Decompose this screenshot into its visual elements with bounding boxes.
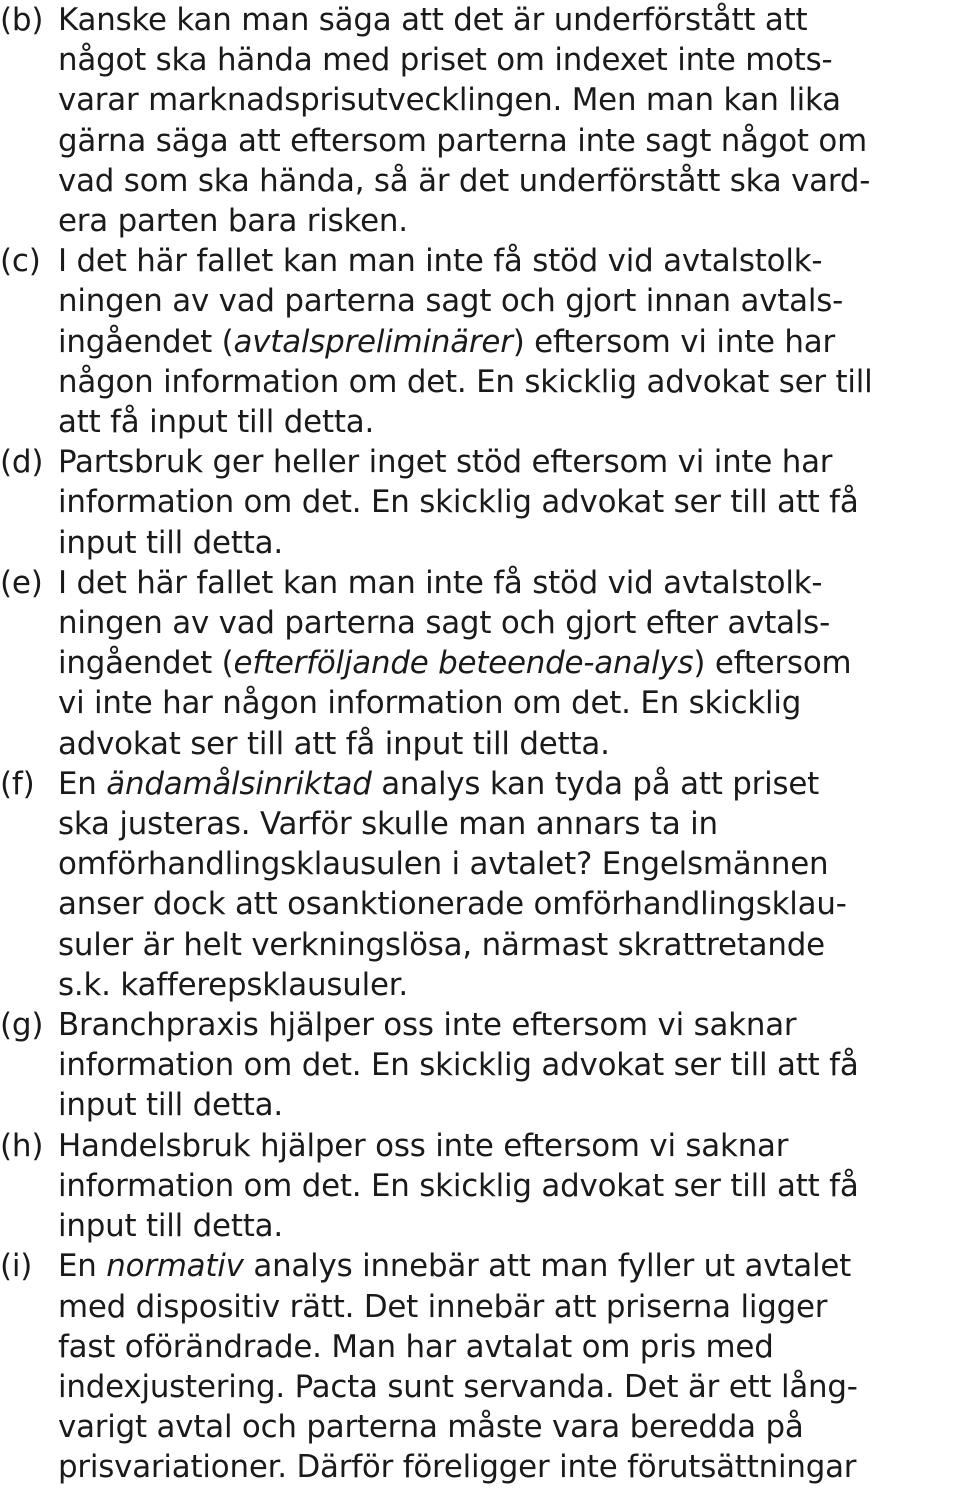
- text-line: [58, 1206, 956, 1246]
- text-line: [58, 844, 956, 884]
- text-segment: någon information om det. En skicklig advokat ser till: [58, 363, 873, 400]
- text-line: [58, 523, 956, 563]
- text-line: [58, 1005, 956, 1045]
- text-segment: I det här fallet kan man inte få stöd vid avtalstolk-: [58, 564, 823, 601]
- text-segment: ) eftersom vi inte har: [512, 323, 835, 360]
- text-segment: s.k. kafferepsklausuler.: [58, 966, 409, 1003]
- text-segment: suler är helt verkningslösa, närmast skrattretande: [58, 926, 825, 963]
- text-line: [58, 482, 956, 522]
- text-line: [58, 1126, 956, 1166]
- list-item-label: (c): [0, 243, 41, 280]
- text-segment: ingåendet (: [58, 645, 234, 682]
- text-line: [58, 80, 956, 120]
- text-segment: gärna säga att eftersom parterna inte sagt något om: [58, 122, 867, 159]
- text-line: [58, 161, 956, 201]
- text-segment: Handelsbruk hjälper oss inte eftersom vi saknar: [58, 1127, 789, 1164]
- text-line: [58, 201, 956, 241]
- text-line: [58, 1367, 956, 1407]
- text-segment: prisvariationer. Därför föreligger inte förutsättningar: [58, 1449, 857, 1486]
- emphasized-term: avtalspreliminärer: [233, 323, 513, 360]
- text-segment: input till detta.: [58, 524, 283, 561]
- text-line: [58, 884, 956, 924]
- text-line: [58, 603, 956, 643]
- text-line: [58, 0, 956, 40]
- text-segment: era parten bara risken.: [58, 203, 408, 240]
- text-segment: indexjustering. Pacta sunt servanda. Det är ett lång-: [58, 1368, 858, 1405]
- text-line: [58, 724, 956, 764]
- text-segment: anser dock att osanktionerade omförhandlingsklau-: [58, 886, 847, 923]
- text-line: [58, 683, 956, 723]
- text-segment: att få input till detta.: [58, 404, 375, 441]
- text-segment: En: [58, 765, 107, 802]
- text-line: [58, 925, 956, 965]
- list-item-label: (f): [0, 765, 35, 802]
- text-segment: analys innebär att man fyller ut avtalet: [243, 1248, 852, 1285]
- text-line: [58, 1085, 956, 1125]
- text-segment: varigt avtal och parterna måste vara beredda på: [58, 1409, 804, 1446]
- text-segment: ingåendet (: [58, 323, 234, 360]
- list-item: [0, 1246, 960, 1487]
- list-item-label: (d): [0, 444, 44, 481]
- list-item: [0, 241, 960, 442]
- text-line: [58, 281, 956, 321]
- text-segment: information om det. En skicklig advokat ser till att få: [58, 484, 859, 521]
- text-segment: ningen av vad parterna sagt och gjort efter avtals-: [58, 605, 831, 642]
- text-line: [58, 1246, 956, 1286]
- text-segment: Partsbruk ger heller inget stöd eftersom vi inte har: [58, 444, 833, 481]
- text-segment: vi inte har någon information om det. En skicklig: [58, 685, 802, 722]
- text-segment: input till detta.: [58, 1208, 283, 1245]
- text-segment: En: [58, 1248, 107, 1285]
- list-item: [0, 764, 960, 1005]
- list-item-label: (g): [0, 1007, 44, 1044]
- text-line: [58, 965, 956, 1005]
- text-line: [58, 402, 956, 442]
- text-line: [58, 1447, 956, 1487]
- text-segment: advokat ser till att få input till detta.: [58, 725, 610, 762]
- text-line: [58, 322, 956, 362]
- list-item-label: (b): [0, 2, 44, 38]
- list-item-label: (e): [0, 564, 43, 601]
- list-item: [0, 0, 960, 241]
- list-item: [0, 563, 960, 764]
- text-segment: Kanske kan man säga att det är underförstått att: [58, 2, 808, 38]
- text-segment: varar marknadsprisutvecklingen. Men man kan lika: [58, 82, 841, 119]
- text-segment: något ska hända med priset om indexet inte mots-: [58, 42, 833, 79]
- emphasized-term: ändamålsinriktad: [106, 765, 372, 802]
- text-segment: Branchpraxis hjälper oss inte eftersom vi saknar: [58, 1007, 797, 1044]
- text-line: [58, 643, 956, 683]
- text-segment: ska justeras. Varför skulle man annars ta in: [58, 806, 718, 843]
- text-segment: ) eftersom: [693, 645, 852, 682]
- text-line: [58, 764, 956, 804]
- text-segment: med dispositiv rätt. Det innebär att priserna ligger: [58, 1288, 828, 1325]
- text-segment: omförhandlingsklausulen i avtalet? Engelsmännen: [58, 846, 829, 883]
- text-line: [58, 1166, 956, 1206]
- text-segment: information om det. En skicklig advokat ser till att få: [58, 1047, 859, 1084]
- text-line: [58, 1327, 956, 1367]
- text-line: [58, 1407, 956, 1447]
- text-segment: fast oförändrade. Man har avtalat om pris med: [58, 1328, 774, 1365]
- text-line: [58, 40, 956, 80]
- text-segment: analys kan tyda på att priset: [371, 765, 820, 802]
- text-segment: I det här fallet kan man inte få stöd vid avtalstolk-: [58, 243, 823, 280]
- text-line: [58, 442, 956, 482]
- text-line: [58, 241, 956, 281]
- text-line: [58, 1287, 956, 1327]
- list-item-label: (i): [0, 1248, 33, 1285]
- text-line: [58, 121, 956, 161]
- text-segment: ningen av vad parterna sagt och gjort innan avtals-: [58, 283, 844, 320]
- text-segment: information om det. En skicklig advokat ser till att få: [58, 1167, 859, 1204]
- text-line: [58, 362, 956, 402]
- text-line: [58, 563, 956, 603]
- emphasized-term: normativ: [106, 1248, 244, 1285]
- text-line: [58, 804, 956, 844]
- list-item: [0, 1005, 960, 1126]
- text-segment: input till detta.: [58, 1087, 283, 1124]
- list-item: [0, 1126, 960, 1247]
- list-item-label: (h): [0, 1127, 44, 1164]
- emphasized-term: efterföljande beteende-analys: [233, 645, 694, 682]
- list-item: [0, 442, 960, 563]
- text-line: [58, 1045, 956, 1085]
- text-segment: vad som ska hända, så är det underförstått ska vard-: [58, 162, 871, 199]
